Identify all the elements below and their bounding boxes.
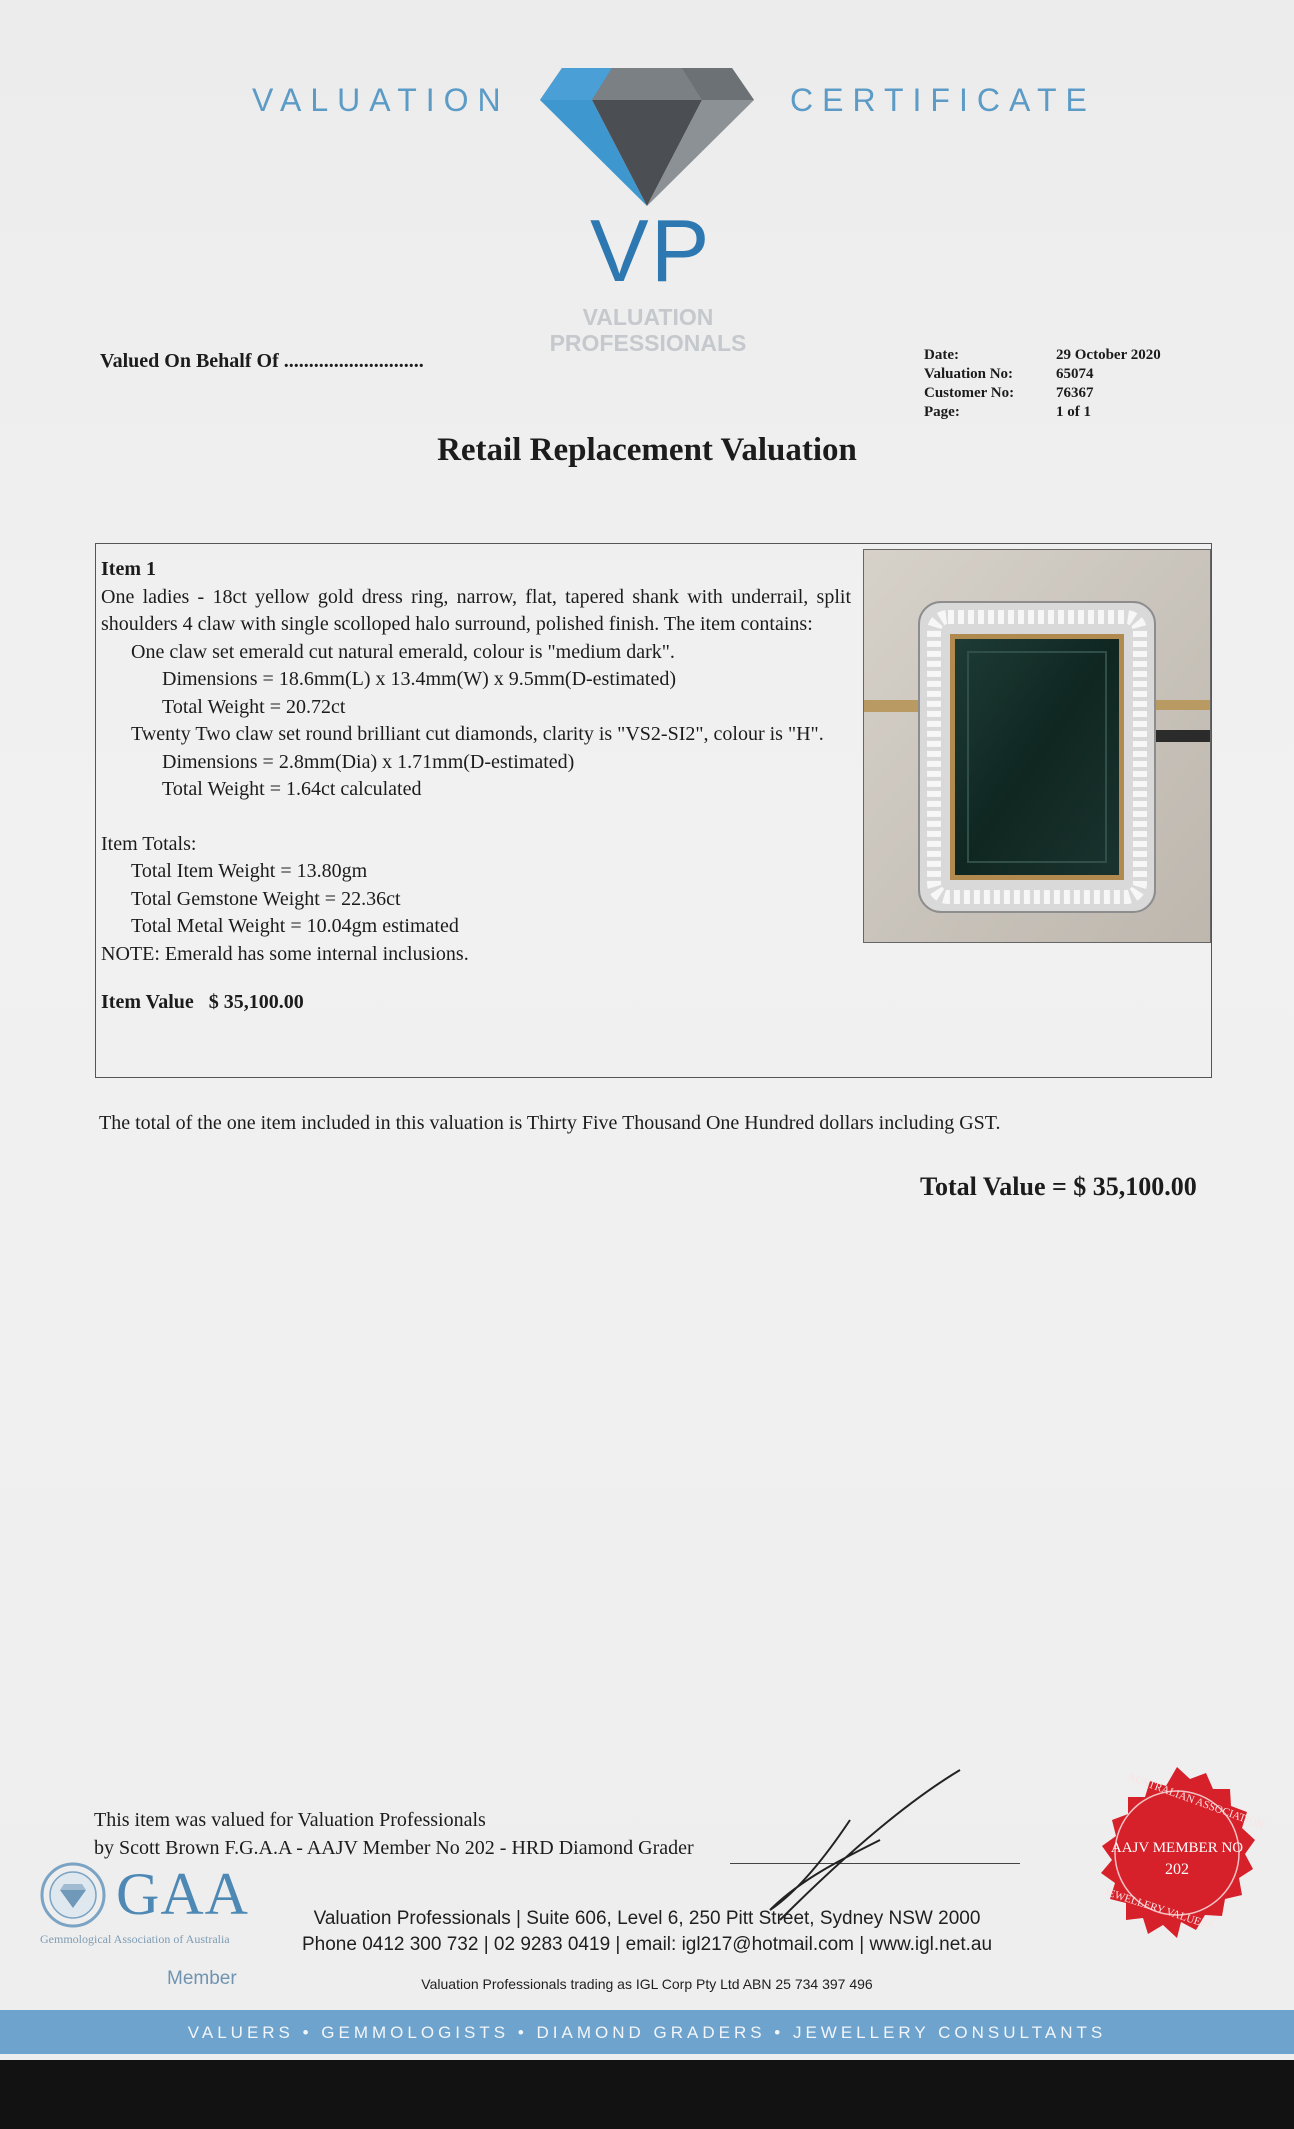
gaa-name: GAA [116,1861,249,1927]
valued-on-behalf: Valued On Behalf Of ............................ [100,350,424,372]
footer-tagline: VALUERS • GEMMOLOGISTS • DIAMOND GRADERS • JEWELLERY CONSULTANTS [187,2023,1107,2042]
logo-subtitle [548,304,748,356]
meta-row-valuation-no [924,365,1161,384]
background-edge [0,2060,1294,2129]
seal-member-label: AAJV MEMBER NO [1110,1840,1244,1856]
meta-row-date [924,346,1161,365]
seal-member-number: 202 [1165,1861,1189,1878]
emerald-ring-image [864,550,1210,942]
emerald-weight: Total Weight = 20.72ct [162,695,346,718]
ring-photo [863,549,1211,943]
item-heading: Item 1 [101,558,156,580]
meta-value: 76367 [1056,385,1094,401]
total-metal-weight: Total Metal Weight = 10.04gm estimated [131,915,459,937]
meta-row-customer-no [924,384,1161,403]
emerald-line: One claw set emerald cut natural emerald, colour is "medium dark". [131,640,675,663]
spacer [101,804,851,831]
emerald-dimensions: Dimensions = 18.6mm(L) x 13.4mm(W) x 9.5mm(D-estimated) [162,668,676,690]
item-totals-heading: Item Totals: [101,832,197,855]
contact-abn: Valuation Professionals trading as IGL Corp Pty Ltd ABN 25 734 397 496 [421,1976,873,1992]
meta-label: Valuation No: [924,366,1014,382]
aajv-seal-icon [1082,1765,1272,1955]
item-box [95,543,1212,1078]
meta-value: 1 of 1 [1056,404,1091,420]
logo-initials: VP [590,201,712,300]
valuer-line1: This item was valued for Valuation Professionals [94,1809,486,1831]
valuation-summary: The total of the one item included in this valuation is Thirty Five Thousand One Hundred dollars including GST. [99,1112,1001,1134]
contact-phone-email: Phone 0412 300 732 | 02 9283 0419 | email: igl217@hotmail.com | www.igl.net.au [301,1934,993,1955]
svg-text:AUSTRALIAN ASSOCIATION: AUSTRALIAN ASSOCIATION [1125,1770,1266,1832]
total-gemstone-weight: Total Gemstone Weight = 22.36ct [131,887,401,910]
diamond-logo-icon [532,58,762,208]
meta-row-page [924,403,1161,422]
header-word-certificate: CERTIFICATE [790,82,1096,118]
meta-label: Customer No: [924,385,1015,401]
valuer-line2: by Scott Brown F.G.A.A - AAJV Member No 202 - HRD Diamond Grader [94,1837,694,1859]
logo-subtitle-line2: PROFESSIONALS [549,330,747,356]
total-value: Total Value = $ 35,100.00 [920,1172,1197,1201]
meta-value: 65074 [1056,366,1094,382]
item-value-row [101,989,851,1017]
meta-label: Date: [924,347,959,363]
meta-value: 29 October 2020 [1056,347,1161,363]
header-word-valuation: VALUATION [252,82,510,118]
meta-label: Page: [924,404,960,420]
document-title: Retail Replacement Valuation [437,432,857,468]
contact-address: Valuation Professionals | Suite 606, Level 6, 250 Pitt Street, Sydney NSW 2000 [313,1908,981,1929]
logo-subtitle-line1: VALUATION [582,304,714,330]
diamond-weight: Total Weight = 1.64ct calculated [162,778,422,800]
gaa-full-name: Gemmological Association of Australia [40,1932,230,1946]
svg-text:JEWELLERY VALUERS: JEWELLERY VALUERS [1102,1885,1216,1933]
item-value: $ 35,100.00 [208,991,304,1013]
item-value-label: Item Value [101,991,194,1013]
diamond-line: Twenty Two claw set round brilliant cut diamonds, clarity is "VS2-SI2", colour is "H". [131,723,824,745]
meta-block [924,346,1161,422]
total-item-weight: Total Item Weight = 13.80gm [131,860,368,882]
spacer [101,968,851,989]
diamond-dimensions: Dimensions = 2.8mm(Dia) x 1.71mm(D-estimated) [162,750,575,773]
item-description: One ladies - 18ct yellow gold dress ring, narrow, flat, tapered shank with underrail, split shoulders 4 claw with single scolloped halo surround, polished finish. The item contains: [101,585,851,635]
signature-icon [710,1760,1010,1930]
gaa-member: Member [167,1968,237,1989]
valuer-statement [94,1806,694,1862]
item-note: NOTE: Emerald has some internal inclusions. [101,942,469,965]
item-description-block [101,556,851,1017]
